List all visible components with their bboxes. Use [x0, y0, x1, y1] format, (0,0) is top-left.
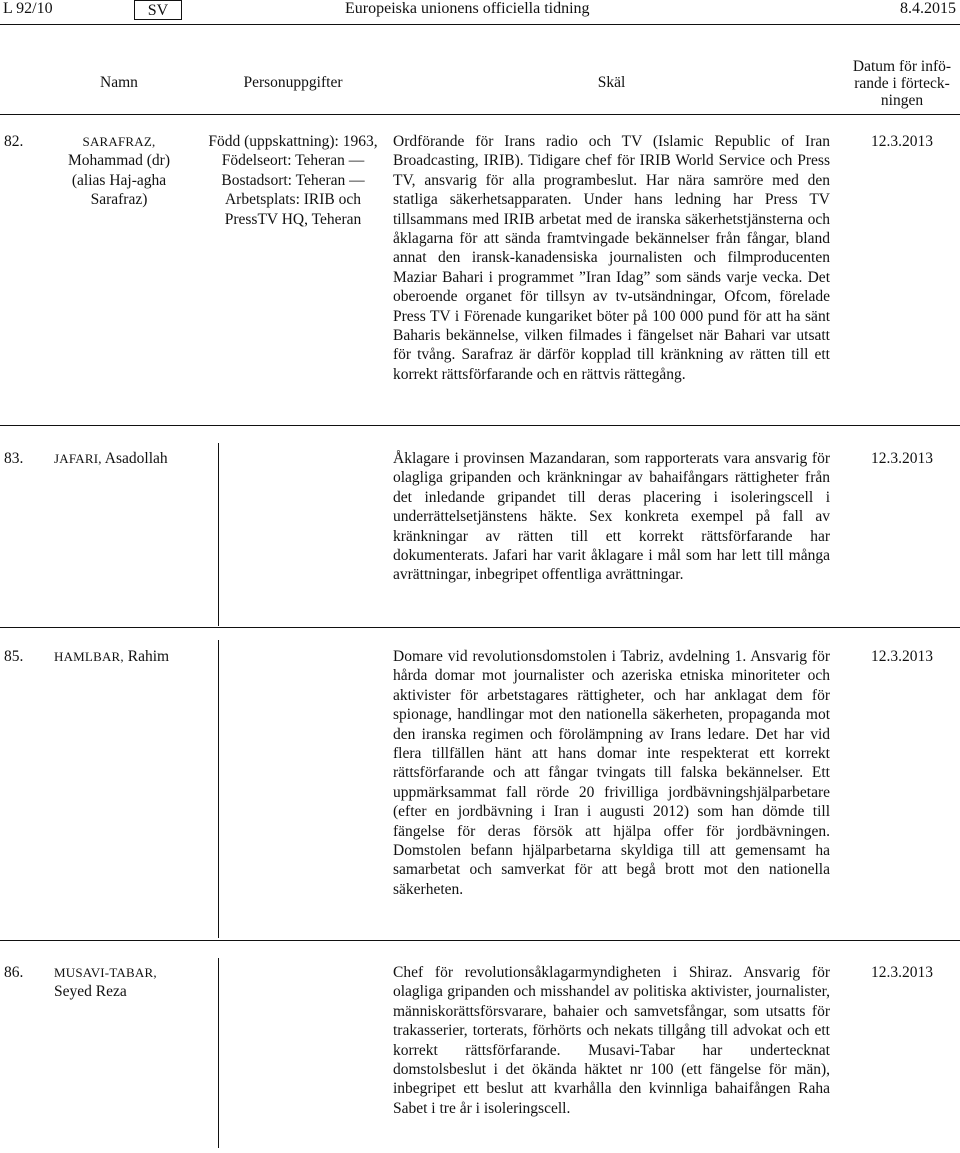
empty-personal-data-marker — [218, 640, 219, 938]
column-header-person: Personuppgifter — [243, 74, 343, 91]
entry-reason: Ordförande för Irans radio och TV (Islamic Republic of Iran Broadcasting, IRIB). Tidigare chef för IRIB World Service och Press TV, ansvarig för alla programbeslut. Har nära samröre med den statliga säkerhetsapparaten. Under hans ledning har Press TV tillsammans med IRIB arbetat med de iranska säkerhetstjänsterna och åklagarna för att sända framtvingade bekännelser från fångar, bland annat den iransk-kanadensiska journalisten och filmproducenten Maziar Bahari i programmet ”Iran Idag” som sänds varje vecka. Det oberoende organet för tillsyn av tv-utsändningar, Ofcom, förelade Press TV i Förenade kungariket böter på 100 000 pund för att ha sänt Baharis bekännelse, vilken filmades i fängelset när Bahari var utsatt för tvång. Sarafraz är därför kopplad till kränkning av rätten till ett korrekt rättsförfarande och en rättvis rättegång. — [393, 133, 830, 383]
entry-reason: Chef för revolutionsåklagarmyndigheten i Shiraz. Ansvarig för olagliga gripanden och misshandel av politiska aktivister, journalister, människorättsförsvarare, bahaier och samvetsfångar, som utsatts för trakasserier, torterats, förhörts och nekats tillgång till advokat och ett korrekt rättsförfarande. Musavi-Tabar har undertecknat domstolsbeslut i det ökända häktet nr 100 (ett fängelse för män), inbegripet ett beslut att kvarhålla den kvinnliga bahaifången Raha Sabet i tre år i isoleringscell. — [393, 964, 830, 1117]
language-code: SV — [134, 0, 182, 20]
entry-listing-date: 12.3.2013 — [871, 133, 933, 150]
column-header-divider — [0, 114, 960, 115]
page-header — [0, 0, 960, 22]
row-divider — [0, 940, 960, 941]
entry-given-name: Seyed Reza — [54, 983, 127, 1001]
entry-listing-date: 12.3.2013 — [871, 964, 933, 981]
empty-personal-data-marker — [218, 443, 219, 626]
empty-personal-data-marker — [218, 958, 219, 1148]
column-header-name: Namn — [100, 74, 138, 91]
row-divider — [0, 425, 960, 426]
column-header-date-line: ningen — [880, 92, 924, 109]
column-header-date-line: rande i förteck- — [854, 75, 950, 92]
row-divider — [0, 627, 960, 628]
entry-number: 83. — [4, 450, 24, 467]
entry-listing-date: 12.3.2013 — [871, 450, 933, 467]
entry-personal-data: Född (uppskattning): 1963, Födelseort: Teheran — Bostadsort: Teheran — Arbetsplats: IRIB och PressTV HQ, Teheran — [208, 133, 378, 228]
entry-given-name: Asadollah — [104, 450, 168, 467]
entry-reason: Åklagare i provinsen Mazandaran, som rapporterats vara ansvarig för olagliga gripanden och kränkningar av bahaifångars rättigheter från det inledande gripandet till deras placering i isoleringscell i underrättelsetjänstens häkte. Sex konkreta exempel på fall av kränkningar av rätten till ett korrekt rättsförfarande har dokumenterats. Jafari har varit åklagare i mål som har lett till många avrättningar, inbegripet offentliga avrättningar. — [393, 450, 830, 584]
entry-reason: Domare vid revolutionsdomstolen i Tabriz, avdelning 1. Ansvarig för hårda domar mot journalister och azeriska etniska minoriteter och aktivister för arbetstagares rättigheter, och har anklagat dem för spionage, handlingar mot den nationella säkerheten, propaganda mot den iranska regimen och förolämpning av Irans ledare. Det har vid flera tillfällen hänt att hans domar inte respekterat ett korrekt rättsförfarande och att fångar tvingats till falska bekännelser. Ett uppmärksammat fall rörde 20 frivilliga jordbävningshjälparbetare (efter en jordbävning i Iran i augusti 2012) som han dömde till fängelse för deras försök att hjälpa offer för jordbävningen. Domstolen befann hjälparbetarna skyldiga till att gemensamt ha samarbetat och samverkat för att begå brott mot den nationella säkerheten. — [393, 648, 830, 898]
issue-date: 8.4.2015 — [900, 0, 956, 17]
column-header-date-line: Datum för infö- — [852, 58, 952, 75]
header-divider — [0, 24, 960, 25]
entry-number: 82. — [4, 133, 24, 150]
page-number: L 92/10 — [3, 0, 53, 17]
journal-title: Europeiska unionens officiella tidning — [345, 0, 590, 17]
entry-surname: MUSAVI-TABAR, — [54, 965, 157, 980]
column-header-reason: Skäl — [597, 74, 626, 91]
entry-surname: HAMLBAR, — [54, 649, 124, 664]
entry-number: 86. — [4, 964, 24, 981]
entry-name — [54, 132, 184, 210]
column-header-date — [846, 58, 958, 109]
entry-given-name: Mohammad (dr) (alias Haj-agha Sarafraz) — [67, 152, 170, 209]
entry-name — [54, 647, 224, 666]
entry-surname: SARAFRAZ, — [82, 134, 156, 149]
entry-number: 85. — [4, 648, 24, 665]
entry-listing-date: 12.3.2013 — [871, 648, 933, 665]
entry-surname: JAFARI, — [54, 451, 102, 466]
entry-name — [54, 449, 224, 468]
entry-given-name: Rahim — [127, 648, 170, 665]
entry-name — [54, 963, 194, 1002]
